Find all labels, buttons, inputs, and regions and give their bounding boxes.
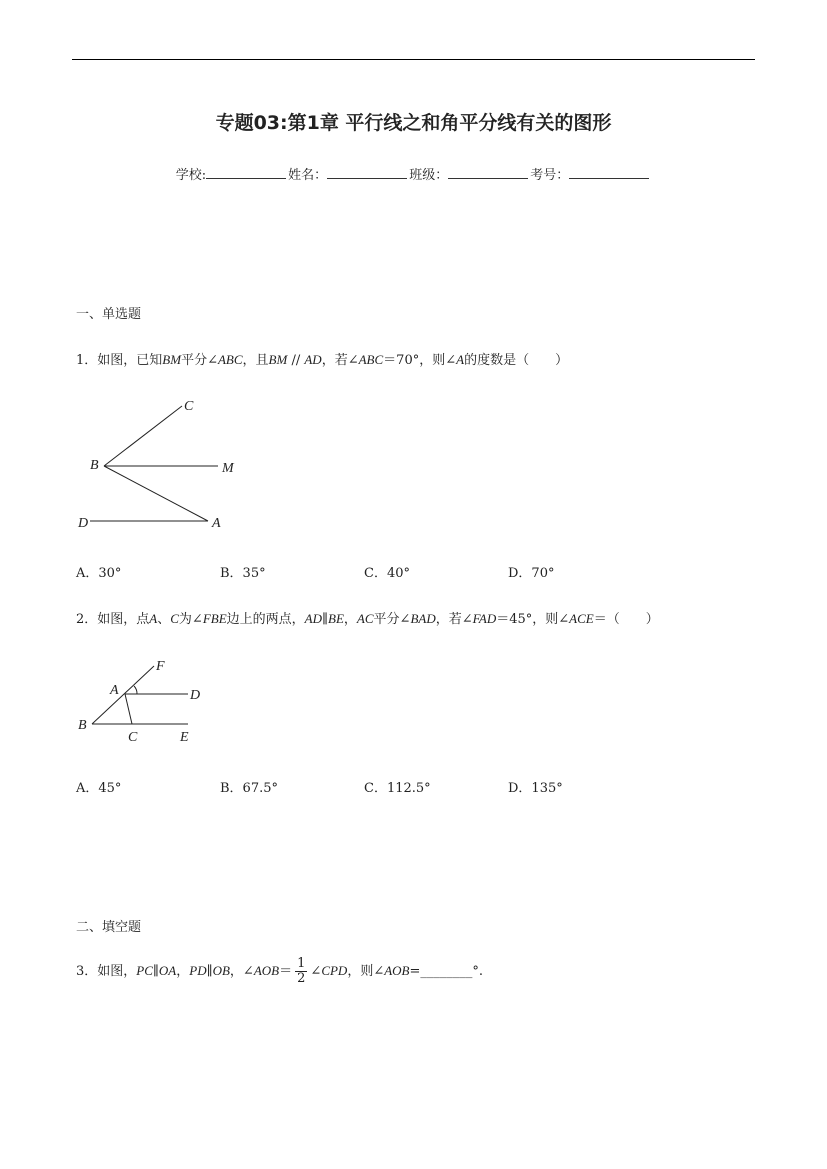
question-1-text bbox=[76, 349, 568, 368]
q2-label-d: D bbox=[190, 688, 201, 703]
q3-text: ，∠ bbox=[229, 964, 254, 979]
q2-option-b[interactable]: B．67.5° bbox=[220, 781, 278, 796]
section-heading-single-choice: 一、单选题 bbox=[76, 307, 142, 322]
q2-var: C bbox=[170, 611, 179, 626]
fraction-denominator: 2 bbox=[297, 971, 306, 986]
q1-option-c[interactable]: C．40° bbox=[364, 566, 410, 581]
q3-var: PD∥OB bbox=[189, 963, 230, 978]
q1-var: AD bbox=[304, 352, 322, 367]
q1-number: 1．如图，已知 bbox=[76, 353, 163, 368]
q2-figure bbox=[70, 650, 220, 750]
q2-text: ， bbox=[343, 612, 357, 627]
q1-var: BM bbox=[268, 352, 288, 367]
q2-text: 边上的两点， bbox=[226, 612, 305, 627]
q2-label-e: E bbox=[180, 730, 189, 745]
name-field[interactable] bbox=[327, 166, 407, 179]
q3-fraction bbox=[295, 957, 307, 986]
q2-var: AC bbox=[356, 611, 374, 626]
q3-var: AOB bbox=[384, 963, 410, 978]
q2-option-d[interactable]: D．135° bbox=[508, 781, 563, 796]
q1-line-bc bbox=[104, 406, 182, 466]
q2-text: 、 bbox=[157, 612, 171, 627]
q2-var: AD∥BE bbox=[304, 611, 344, 626]
q2-label-c: C bbox=[128, 730, 138, 745]
q1-line-ba bbox=[104, 466, 208, 521]
class-field[interactable] bbox=[448, 166, 528, 179]
exam-label: 考号： bbox=[530, 168, 570, 183]
q2-text: ，若∠ bbox=[435, 612, 473, 627]
q3-var: CPD bbox=[321, 963, 348, 978]
q1-label-d: D bbox=[78, 516, 89, 531]
page-title: 专题03:第1章 平行线之和角平分线有关的图形 bbox=[215, 112, 612, 134]
q1-label-a: A bbox=[212, 516, 221, 531]
section-heading-fill-blank: 二、填空题 bbox=[76, 920, 142, 935]
question-2-text bbox=[76, 608, 659, 627]
q1-text: ，且 bbox=[242, 353, 269, 368]
q3-number: 3．如图， bbox=[76, 964, 137, 979]
q1-text: ＝70°，则∠ bbox=[383, 353, 457, 368]
q3-text: ∠ bbox=[310, 964, 322, 979]
q3-text: ， bbox=[176, 964, 190, 979]
q2-line-bf bbox=[92, 666, 154, 724]
q2-text: 为∠ bbox=[178, 612, 203, 627]
q2-line-ac bbox=[125, 694, 132, 724]
q2-number: 2．如图，点 bbox=[76, 612, 150, 627]
school-field[interactable] bbox=[206, 166, 286, 179]
q2-option-c[interactable]: C．112.5° bbox=[364, 781, 431, 796]
q2-label-b: B bbox=[78, 718, 87, 733]
q3-answer-blank[interactable]: =________°. bbox=[409, 964, 484, 979]
q2-option-a[interactable]: A．45° bbox=[76, 781, 122, 796]
q1-option-b[interactable]: B．35° bbox=[220, 566, 266, 581]
q1-text: 平分∠ bbox=[181, 353, 218, 368]
header-rule bbox=[72, 59, 755, 60]
q1-var: A bbox=[456, 352, 465, 367]
q1-var: ABC bbox=[358, 352, 384, 367]
q1-text: // bbox=[287, 353, 305, 368]
class-label: 班级： bbox=[409, 168, 449, 183]
q1-text: 的度数是（ ） bbox=[464, 353, 569, 368]
exam-field[interactable] bbox=[569, 166, 649, 179]
q1-option-a[interactable]: A．30° bbox=[76, 566, 122, 581]
q3-text: ＝ bbox=[279, 964, 293, 979]
q2-text: ＝45°，则∠ bbox=[496, 612, 570, 627]
q1-label-m: M bbox=[222, 461, 234, 476]
q3-var: AOB bbox=[253, 963, 280, 978]
question-3-text bbox=[76, 957, 483, 986]
q3-text: ，则∠ bbox=[347, 964, 385, 979]
school-label: 学校: bbox=[175, 168, 207, 183]
q1-label-b: B bbox=[90, 458, 99, 473]
q3-var: PC∥OA bbox=[136, 963, 177, 978]
q2-var: FBE bbox=[202, 611, 227, 626]
q2-var: ACE bbox=[569, 611, 594, 626]
q1-var: ABC bbox=[217, 352, 243, 367]
q1-text: ，若∠ bbox=[321, 353, 359, 368]
q1-var: BM bbox=[162, 352, 182, 367]
name-label: 姓名： bbox=[288, 168, 328, 183]
q2-angle-arc bbox=[134, 686, 137, 694]
q1-figure bbox=[70, 390, 270, 540]
q2-label-f: F bbox=[156, 659, 165, 674]
q2-text: ＝（ ） bbox=[593, 612, 659, 627]
q2-var: BAD bbox=[410, 611, 436, 626]
q1-label-c: C bbox=[184, 399, 194, 414]
q1-option-d[interactable]: D．70° bbox=[508, 566, 555, 581]
q2-label-a: A bbox=[110, 683, 119, 698]
q2-var: FAD bbox=[472, 611, 497, 626]
q2-text: 平分∠ bbox=[373, 612, 411, 627]
student-info-line bbox=[0, 164, 827, 183]
q2-var: A bbox=[149, 611, 158, 626]
fraction-numerator: 1 bbox=[297, 956, 306, 971]
